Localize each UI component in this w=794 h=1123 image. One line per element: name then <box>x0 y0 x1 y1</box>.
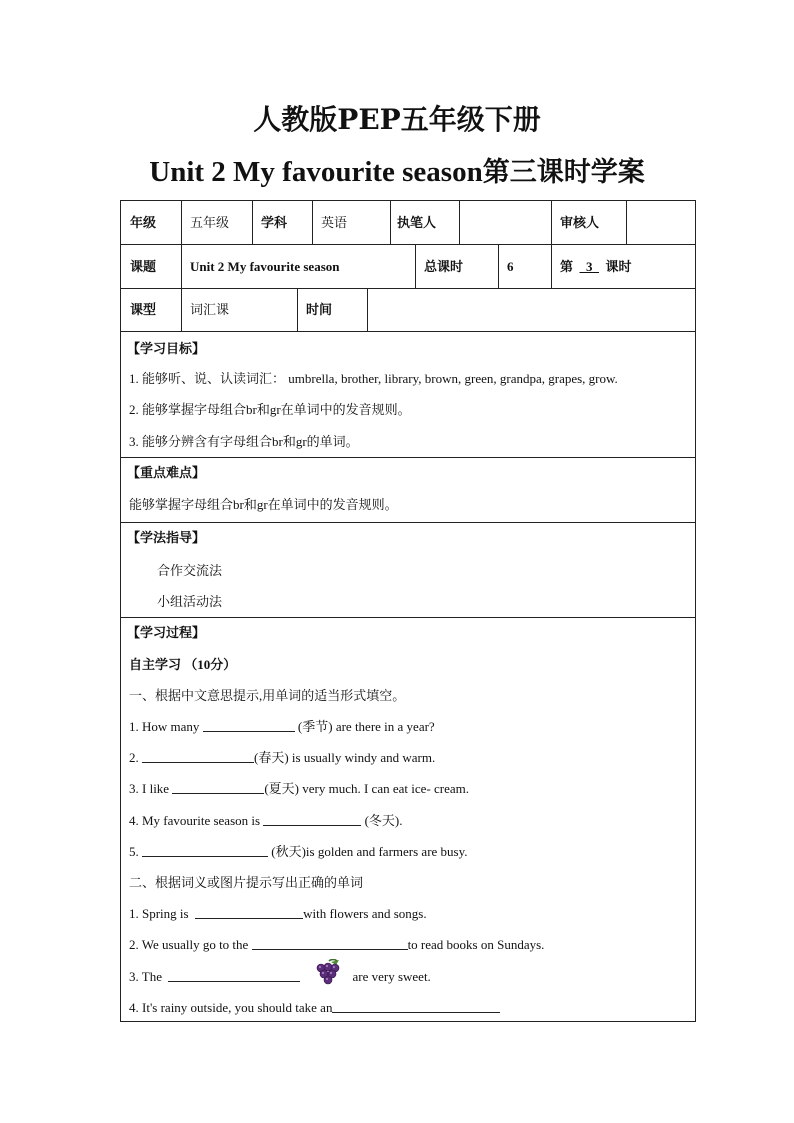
lesson-prefix: 第 <box>560 259 574 274</box>
answer-blank[interactable] <box>172 781 264 794</box>
exercise-item: 1. Spring is with flowers and songs. <box>129 906 427 921</box>
grade-value: 五年级 <box>190 215 230 230</box>
type-value: 词汇课 <box>190 302 230 317</box>
lesson-number-value: 3 <box>586 259 593 274</box>
exercise-part1-heading: 一、根据中文意思提示,用单词的适当形式填空。 <box>129 688 406 703</box>
topic-value: Unit 2 My favourite season <box>190 259 340 274</box>
type-label: 课型 <box>130 302 157 317</box>
goal-item: 2. 能够掌握字母组合br和gr在单词中的发音规则。 <box>129 402 411 417</box>
lesson-number <box>560 259 632 275</box>
document-title-line1: 人教版PEP五年级下册 <box>253 103 541 136</box>
document-title-line2 <box>0 150 794 189</box>
title-unit: Unit 2 My favourite season <box>149 156 483 188</box>
exercise-item: 2. (春天) is usually windy and warm. <box>129 750 436 765</box>
lesson-plan-table <box>120 200 696 1022</box>
goal-item: 3. 能够分辨含有字母组合br和gr的单词。 <box>129 434 359 449</box>
answer-blank[interactable] <box>203 719 295 732</box>
total-lessons-value: 6 <box>507 259 514 274</box>
exercise-item: 1. How many (季节) are there in a year? <box>129 719 435 734</box>
time-label: 时间 <box>306 302 333 317</box>
total-lessons-label: 总课时 <box>424 259 464 274</box>
grapes-icon <box>315 959 343 985</box>
subject-value: 英语 <box>321 215 348 230</box>
methods-heading: 【学法指导】 <box>127 530 206 545</box>
exercise-item: 4. My favourite season is (冬天). <box>129 813 403 828</box>
key-points-heading: 【重点难点】 <box>127 465 206 480</box>
exercise-item: 3. The are very sweet. <box>129 969 431 984</box>
exercise-item: 4. It's rainy outside, you should take an <box>129 1000 500 1016</box>
goal-item: 1. 能够听、说、认读词汇： umbrella, brother, library, brown, green, grandpa, grapes, grow. <box>129 371 618 386</box>
exercise-item: 2. We usually go to the to read books on Sundays. <box>129 937 545 952</box>
method-item: 合作交流法 <box>157 563 223 578</box>
goals-heading: 【学习目标】 <box>127 341 206 356</box>
answer-blank[interactable] <box>195 906 303 919</box>
exercise-item: 3. I like (夏天) very much. I can eat ice- cream. <box>129 781 469 796</box>
self-study-label: 自主学习 （10分） <box>129 657 237 672</box>
process-heading: 【学习过程】 <box>127 625 206 640</box>
answer-blank[interactable] <box>168 969 300 982</box>
answer-blank[interactable] <box>252 937 408 950</box>
exercise-part2-heading: 二、根据词义或图片提示写出正确的单词 <box>129 875 364 890</box>
reviewer-label: 审核人 <box>560 215 600 230</box>
exercise-item: 5. (秋天)is golden and farmers are busy. <box>129 844 468 859</box>
grade-label: 年级 <box>130 215 157 230</box>
answer-blank[interactable] <box>332 1000 500 1013</box>
subject-label: 学科 <box>261 215 288 230</box>
key-points-text: 能够掌握字母组合br和gr在单词中的发音规则。 <box>129 497 398 512</box>
title-lesson: 第三课时学案 <box>482 157 645 188</box>
answer-blank[interactable] <box>263 813 361 826</box>
answer-blank[interactable] <box>142 844 268 857</box>
method-item: 小组活动法 <box>157 594 223 609</box>
author-label: 执笔人 <box>397 215 437 230</box>
lesson-suffix: 课时 <box>605 259 632 274</box>
topic-label: 课题 <box>130 259 157 274</box>
answer-blank[interactable] <box>142 750 254 763</box>
